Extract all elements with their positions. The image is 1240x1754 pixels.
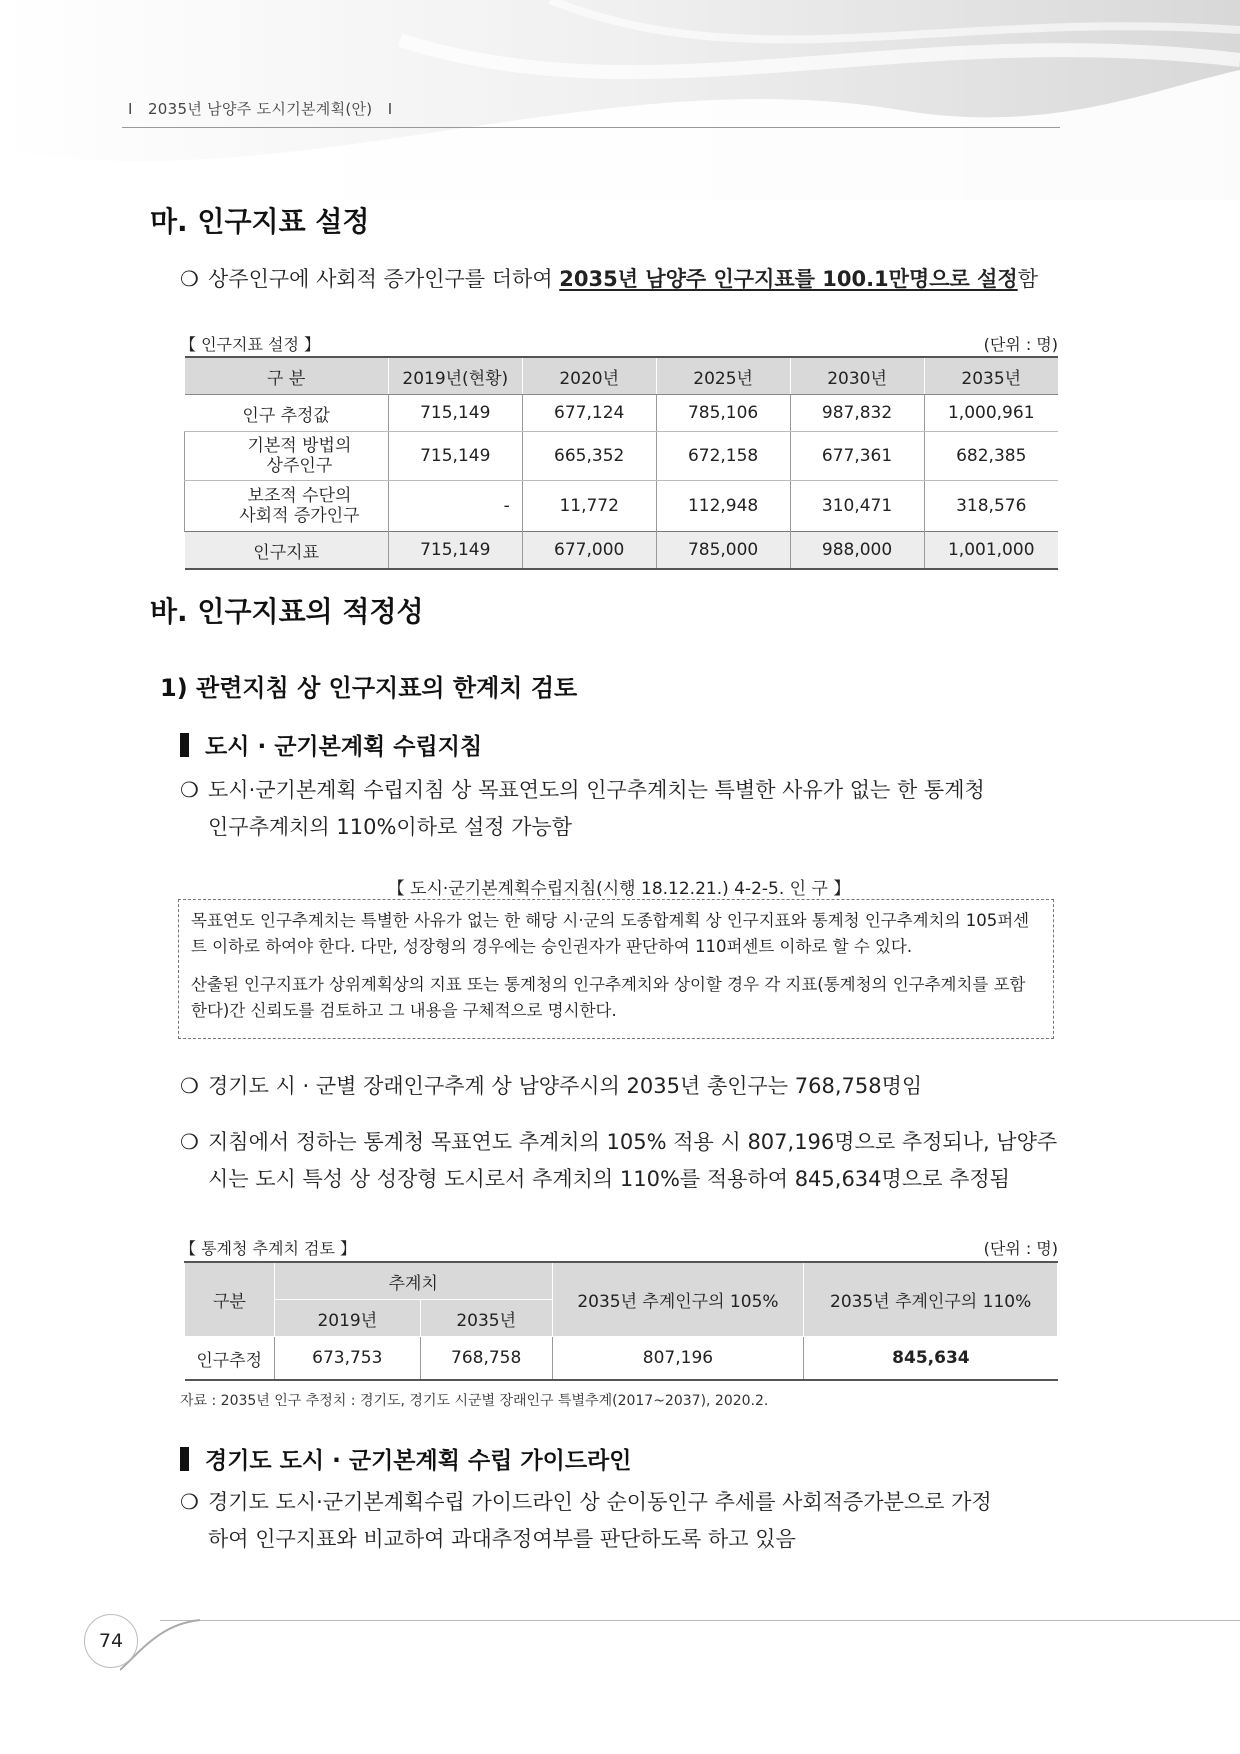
table-cell: 1,001,000 bbox=[924, 532, 1058, 570]
table-cell: 987,832 bbox=[790, 395, 924, 432]
table-row-total bbox=[185, 532, 1059, 570]
running-header-bar-left: I bbox=[128, 100, 133, 118]
table2-header: 2019년 bbox=[274, 1300, 420, 1337]
table2-header: 추계치 bbox=[274, 1262, 552, 1300]
table2-caption-row bbox=[180, 1236, 1058, 1259]
table-cell: 715,149 bbox=[388, 432, 522, 481]
row-label-line2: 사회적 증가인구 bbox=[239, 506, 360, 526]
line1: 지침에서 정하는 통계청 목표연도 추계치의 105% 적용 시 807,196명으로 추정되나, 남양주 bbox=[208, 1130, 1058, 1154]
table-cell: 673,753 bbox=[274, 1337, 420, 1381]
text-before: 상주인구에 사회적 증가인구를 더하여 bbox=[208, 267, 560, 291]
row-label: 인구 추정값 bbox=[185, 395, 389, 432]
row-label bbox=[185, 432, 389, 481]
line2: 시는 도시 특성 상 성장형 도시로서 추계치의 110%를 적용하여 845,634명으로 추정됨 bbox=[208, 1167, 1010, 1191]
source-note: 자료 : 2035년 인구 추정치 : 경기도, 경기도 시군별 장래인구 특별추계(2017~2037), 2020.2. bbox=[180, 1393, 769, 1409]
table2-header: 2035년 추계인구의 105% bbox=[552, 1262, 804, 1337]
table-cell: 665,352 bbox=[522, 432, 656, 481]
page-number: 74 bbox=[84, 1614, 138, 1668]
table2-header: 2035년 bbox=[420, 1300, 552, 1337]
row-label-line1: 보조적 수단의 bbox=[247, 486, 352, 506]
table1-header-row bbox=[185, 357, 1059, 395]
running-header bbox=[128, 98, 392, 119]
running-header-bar-right: I bbox=[387, 100, 393, 118]
population-index-table bbox=[184, 356, 1058, 570]
circle-bullet-icon: ❍ bbox=[180, 1074, 199, 1098]
table-cell: 715,149 bbox=[388, 532, 522, 570]
line2: 하여 인구지표와 비교하여 과대추정여부를 판단하도록 하고 있음 bbox=[208, 1527, 796, 1551]
footer-rule bbox=[160, 1620, 1240, 1621]
table-cell: 112,948 bbox=[656, 481, 790, 532]
paragraph-growth-type bbox=[180, 1124, 1060, 1198]
reference-paragraph-1: 목표연도 인구추계치는 특별한 사유가 없는 한 해당 시·군의 도종합계획 상 인구지표와 통계청 인구추계치의 105퍼센트 이하로 하여야 한다. 다만, 성장형의 경우에는 승인권자가 판단하여 110퍼센트 이하로 할 수 있다. bbox=[191, 911, 1030, 956]
table-cell: 807,196 bbox=[552, 1337, 804, 1381]
table1-caption-row bbox=[180, 332, 1058, 355]
table-row bbox=[185, 1337, 1058, 1381]
block-marker-icon bbox=[180, 1447, 189, 1471]
header-rule bbox=[122, 127, 1060, 128]
table-row bbox=[185, 481, 1059, 532]
circle-bullet-icon: ❍ bbox=[180, 267, 199, 291]
table1-header: 2020년 bbox=[522, 357, 656, 395]
table-cell: 1,000,961 bbox=[924, 395, 1058, 432]
paragraph-population-target bbox=[180, 261, 1060, 298]
table2-header: 구분 bbox=[185, 1262, 275, 1337]
circle-bullet-icon: ❍ bbox=[180, 778, 199, 802]
table-cell: 785,000 bbox=[656, 532, 790, 570]
text-after: 함 bbox=[1017, 267, 1038, 291]
table2-unit: (단위 : 명) bbox=[983, 1239, 1058, 1258]
table-row bbox=[185, 432, 1059, 481]
subsection-heading-1: 1) 관련지침 상 인구지표의 한계치 검토 bbox=[160, 674, 578, 702]
text-underlined: 2035년 남양주 인구지표를 100.1만명으로 설정 bbox=[559, 267, 1018, 291]
reference-box bbox=[178, 899, 1054, 1039]
table-row bbox=[185, 395, 1059, 432]
table-cell: 677,000 bbox=[522, 532, 656, 570]
table-cell: 715,149 bbox=[388, 395, 522, 432]
paragraph-projection bbox=[180, 1068, 1060, 1105]
section-heading-ba: 바. 인구지표의 적정성 bbox=[150, 595, 424, 628]
guideline1-heading bbox=[180, 728, 482, 761]
row-label-line1: 기본적 방법의 bbox=[247, 436, 352, 456]
table1-unit: (단위 : 명) bbox=[983, 335, 1058, 354]
table-cell: 318,576 bbox=[924, 481, 1058, 532]
table1-header: 2025년 bbox=[656, 357, 790, 395]
line1: 경기도 도시·군기본계획수립 가이드라인 상 순이동인구 추세를 사회적증가분으로 가정 bbox=[208, 1490, 992, 1514]
table2-header: 2035년 추계인구의 110% bbox=[804, 1262, 1058, 1337]
row-label bbox=[185, 481, 389, 532]
table-cell: 845,634 bbox=[804, 1337, 1058, 1381]
table-cell: 768,758 bbox=[420, 1337, 552, 1381]
table-cell: 682,385 bbox=[924, 432, 1058, 481]
statistics-projection-table bbox=[184, 1261, 1058, 1381]
table1-header: 2019년(현황) bbox=[388, 357, 522, 395]
section-heading-ma: 마. 인구지표 설정 bbox=[150, 205, 370, 238]
guideline2-heading bbox=[180, 1442, 631, 1475]
table1-header: 구 분 bbox=[185, 357, 389, 395]
block-marker-icon bbox=[180, 733, 189, 757]
guideline2-heading-text: 경기도 도시 · 군기본계획 수립 가이드라인 bbox=[205, 1448, 632, 1474]
row-label: 인구추정 bbox=[185, 1337, 275, 1381]
running-header-title: 2035년 남양주 도시기본계획(안) bbox=[147, 100, 373, 118]
table-cell: 677,124 bbox=[522, 395, 656, 432]
table-cell: 785,106 bbox=[656, 395, 790, 432]
table-cell: 672,158 bbox=[656, 432, 790, 481]
paragraph-guideline2 bbox=[180, 1484, 1060, 1558]
circle-bullet-icon: ❍ bbox=[180, 1490, 199, 1514]
line1: 경기도 시 · 군별 장래인구추계 상 남양주시의 2035년 총인구는 768,758명임 bbox=[208, 1074, 923, 1098]
circle-bullet-icon: ❍ bbox=[180, 1130, 199, 1154]
line1: 도시·군기본계획 수립지침 상 목표연도의 인구추계치는 특별한 사유가 없는 한 통계청 bbox=[208, 778, 985, 802]
line2: 인구추계치의 110%이하로 설정 가능함 bbox=[208, 815, 573, 839]
table-cell: - bbox=[388, 481, 522, 532]
row-label-line2: 상주인구 bbox=[266, 456, 333, 476]
reference-caption: 【 도시·군기본계획수립지침(시행 18.12.21.) 4-2-5. 인 구 】 bbox=[387, 879, 851, 899]
guideline1-heading-text: 도시 · 군기본계획 수립지침 bbox=[205, 734, 483, 760]
table1-caption: 【 인구지표 설정 】 bbox=[180, 335, 320, 354]
table1-header: 2035년 bbox=[924, 357, 1058, 395]
table-cell: 988,000 bbox=[790, 532, 924, 570]
paragraph-guideline1 bbox=[180, 772, 1060, 846]
row-label: 인구지표 bbox=[185, 532, 389, 570]
table-cell: 677,361 bbox=[790, 432, 924, 481]
table2-caption: 【 통계청 추계치 검토 】 bbox=[180, 1239, 356, 1258]
table-cell: 310,471 bbox=[790, 481, 924, 532]
reference-paragraph-2: 산출된 인구지표가 상위계획상의 지표 또는 통계청의 인구추계치와 상이할 경우 각 지표(통계청의 인구추계치를 포함한다)간 신뢰도를 검토하고 그 내용을 구체적으로 명시한다. bbox=[191, 975, 1026, 1020]
table-cell: 11,772 bbox=[522, 481, 656, 532]
table1-header: 2030년 bbox=[790, 357, 924, 395]
table2-header-row bbox=[185, 1262, 1058, 1300]
